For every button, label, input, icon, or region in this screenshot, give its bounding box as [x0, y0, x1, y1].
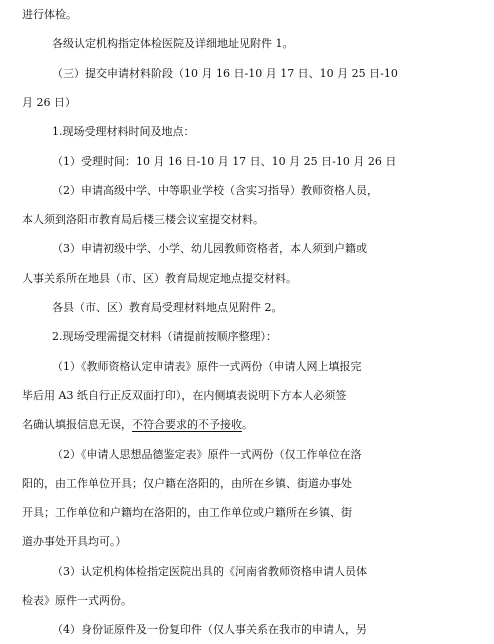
text-line [0, 410, 494, 439]
text-segment: （1）受理时间：10 月 16 日-10 月 17 日、10 月 25 日-10 月 26 日 [52, 154, 397, 168]
text-line [0, 88, 494, 117]
underlined-text: 不符合要求的不予接收 [132, 418, 242, 432]
text-segment: 各县（市、区）教育局受理材料地点见附件 2。 [52, 301, 283, 314]
text-line [0, 381, 494, 410]
text-segment: 2.现场受理需提交材料（请提前按顺序整理）： [52, 330, 277, 344]
text-segment: 道办事处开具均可。） [22, 535, 127, 549]
text-line [0, 264, 494, 293]
text-segment: 毕后用 A3 纸自行正反双面打印），在内侧填表说明下方本人必须签 [22, 388, 347, 402]
text-segment: 。 [242, 418, 253, 432]
text-segment: 月 26 日） [22, 95, 76, 109]
text-segment: 进行体检。 [22, 8, 77, 21]
text-segment: （1）《教师资格认定申请表》原件一式两份（申请人网上填报完 [52, 359, 362, 373]
text-segment: 人事关系所在地县（市、区）教育局规定地点提交材料。 [22, 271, 297, 285]
text-line [0, 615, 494, 644]
text-line [0, 234, 494, 263]
text-segment: 检表》原件一式两份。 [22, 594, 132, 607]
text-line [0, 0, 494, 29]
text-segment: 阳的，由工作单位开具；仅户籍在洛阳的，由所在乡镇、街道办事处 [22, 476, 352, 490]
text-line [0, 586, 494, 615]
text-segment: 开具；工作单位和户籍均在洛阳的，由工作单位或户籍所在乡镇、街 [22, 506, 352, 520]
text-line [0, 293, 494, 322]
text-line [0, 29, 494, 58]
text-segment: （4）身份证原件及一份复印件（仅人事关系在我市的申请人，另 [52, 623, 367, 637]
text-segment: 名确认填报信息无误， [22, 418, 132, 432]
text-line [0, 557, 494, 586]
text-segment: （2）《申请人思想品德鉴定表》原件一式两份（仅工作单位在洛 [52, 447, 362, 461]
text-line [0, 205, 494, 234]
text-segment: 本人须到洛阳市教育局后楼三楼会议室提交材料。 [22, 213, 264, 227]
text-line [0, 352, 494, 381]
text-line [0, 498, 494, 527]
text-segment: （三）提交申请材料阶段（10 月 16 日-10 月 17 日、10 月 25 日-10 [52, 66, 398, 80]
text-segment: （3）申请初级中学、小学、幼儿园教师资格者，本人须到户籍或 [52, 242, 367, 256]
text-line [0, 117, 494, 146]
text-line [0, 527, 494, 556]
text-segment: 1.现场受理材料时间及地点： [52, 125, 195, 139]
text-segment: （2）申请高级中学、中等职业学校（含实习指导）教师资格人员， [52, 183, 378, 197]
text-line [0, 469, 494, 498]
text-segment: （3）认定机构体检指定医院出具的《河南省教师资格申请人员体 [52, 564, 367, 578]
text-line [0, 322, 494, 351]
text-line [0, 147, 494, 176]
text-segment: 各级认定机构指定体检医院及详细地址见附件 1。 [52, 37, 294, 51]
text-line [0, 176, 494, 205]
text-line [0, 440, 494, 469]
text-line [0, 59, 494, 88]
